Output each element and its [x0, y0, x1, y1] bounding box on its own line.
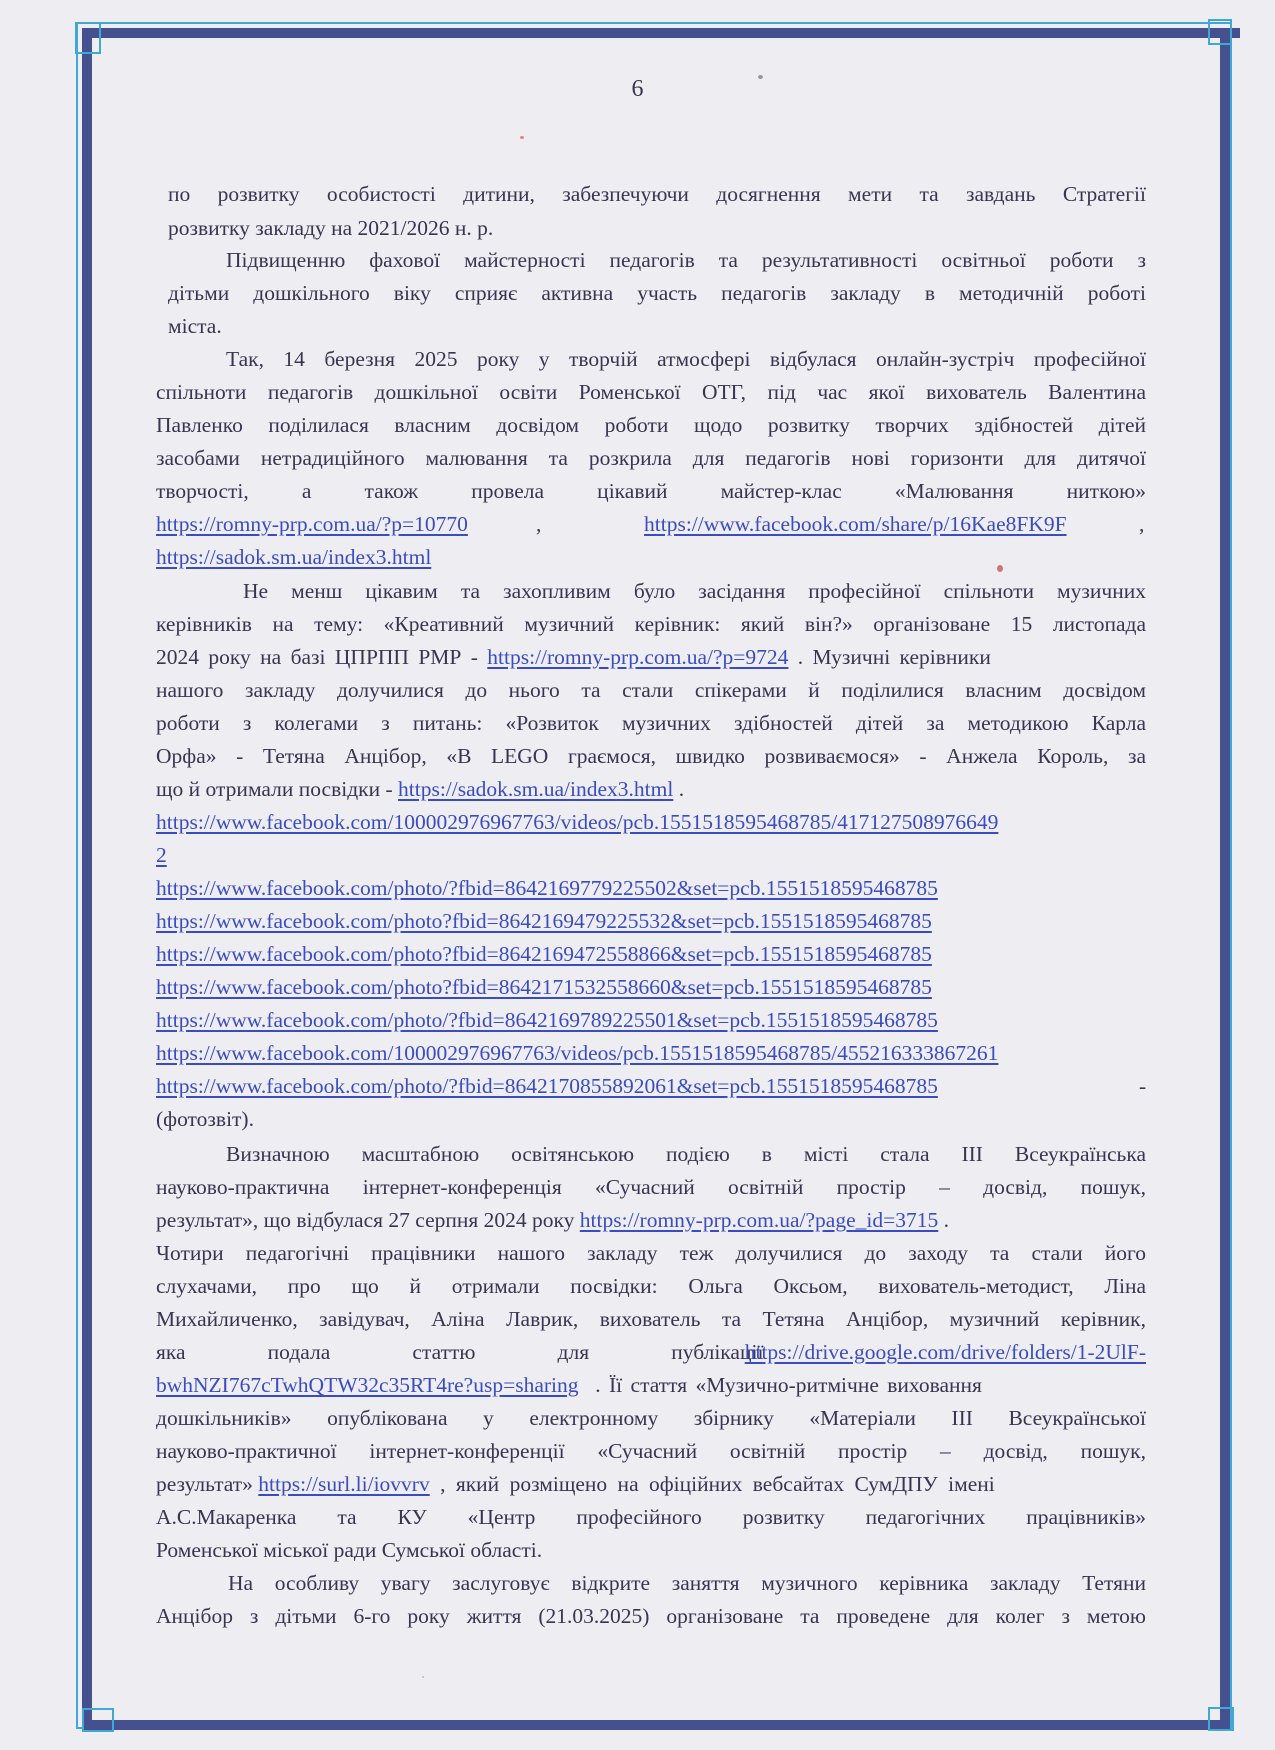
paragraph-line	[156, 1371, 1146, 1399]
frame-bar-right	[1220, 28, 1230, 1730]
link-line	[156, 940, 1148, 968]
page-number: 6	[631, 76, 644, 102]
link-facebook-photo[interactable]: https://www.facebook.com/photo?fbid=8642171532558660&set=pcb.1551518595468785	[156, 975, 932, 999]
paragraph-line: нашого закладу долучилися до нього та стали спікерами й поділилися власним досвідом	[156, 678, 1146, 702]
paragraph-line: А.С.Макаренка та КУ «Центр професійного розвитку педагогічних працівників»	[156, 1505, 1146, 1529]
paragraph-line	[156, 775, 1148, 803]
link-surl-iovvrv[interactable]: https://surl.li/iovvrv	[258, 1472, 430, 1496]
paragraph-line: по розвитку особистості дитини, забезпечуючи досягнення мети та завдань Стратегії	[168, 182, 1146, 206]
separator: ,	[1139, 512, 1145, 536]
link-romny-prp-page-3715[interactable]: https://romny-prp.com.ua/?page_id=3715	[579, 1208, 939, 1232]
paragraph-line: Підвищенню фахової майстерності педагогів та результативності освітньої роботи з	[226, 248, 1146, 272]
paragraph-link-line	[156, 543, 1148, 571]
link-sadok-index3[interactable]: https://sadok.sm.ua/index3.html	[156, 545, 432, 569]
link-facebook-photo[interactable]: https://www.facebook.com/photo/?fbid=8642170855892061&set=pcb.1551518595468785	[156, 1074, 938, 1098]
text-segment: , який розміщено на офіційних вебсайтах СумДПУ імені	[429, 1472, 995, 1496]
separator: ,	[536, 512, 542, 536]
frame-bar-left	[82, 28, 92, 1730]
dash: -	[1139, 1074, 1147, 1098]
frame-bar-top	[82, 28, 1240, 38]
paragraph-line: творчості, а також провела цікавий майстер-клас «Малювання ниткою»	[156, 479, 1146, 503]
link-facebook-photo[interactable]: https://www.facebook.com/photo?fbid=8642169472558866&set=pcb.1551518595468785	[156, 942, 932, 966]
text-segment: . Її стаття «Музично-ритмічне виховання	[578, 1373, 982, 1397]
paragraph-line: науково-практична інтернет-конференція «Сучасний освітній простір – досвід, пошук,	[156, 1175, 1146, 1199]
paragraph-line: На особливу увагу заслуговує відкрите заняття музичного керівника закладу Тетяни	[228, 1571, 1146, 1595]
paragraph-line: Так, 14 березня 2025 року у творчій атмосфері відбулася онлайн-зустріч професійної	[226, 347, 1146, 371]
paragraph-line: (фотозвіт).	[156, 1107, 254, 1131]
link-line	[156, 973, 1148, 1001]
link-facebook-video-continuation[interactable]: 2	[156, 843, 167, 867]
link-sadok-index3[interactable]: https://sadok.sm.ua/index3.html	[398, 777, 674, 801]
paragraph-line	[156, 1338, 1146, 1366]
paragraph-line	[156, 1206, 1148, 1234]
paragraph-line: спільноти педагогів дошкільної освіти Роменської ОТГ, під час якої вихователь Валентина	[156, 380, 1146, 404]
paragraph-line: Орфа» - Тетяна Анцібор, «В LEGO граємося, швидко розвиваємося» - Анжела Король, за	[156, 744, 1146, 768]
link-facebook-share[interactable]: https://www.facebook.com/share/p/16Kae8FK9F	[644, 512, 1067, 536]
link-google-drive-continuation[interactable]: bwhNZI767cTwhQTW32c35RT4re?usp=sharing	[156, 1373, 579, 1397]
text-segment: . Музичні керівники	[788, 645, 991, 669]
text-segment: .	[938, 1208, 949, 1232]
link-line	[156, 841, 1148, 869]
link-facebook-video[interactable]: https://www.facebook.com/100002976967763/videos/pcb.1551518595468785/455216333867261	[156, 1041, 999, 1065]
link-line	[156, 808, 1148, 836]
text-segment: яка подала статтю для публікації	[156, 1340, 846, 1364]
paragraph-line: засобами нетрадиційного малювання та розкрила для педагогів нові горизонти для дитячої	[156, 446, 1146, 470]
text-segment: результат»	[156, 1472, 259, 1496]
paragraph-line: Визначною масштабною освітянською подією в місті стала III Всеукраїнська	[226, 1142, 1146, 1166]
link-line	[156, 1006, 1148, 1034]
link-line	[156, 1072, 1148, 1100]
paragraph-line	[156, 643, 1146, 671]
link-romny-prp-9724[interactable]: https://romny-prp.com.ua/?p=9724	[487, 645, 789, 669]
paragraph-line: Не менш цікавим та захопливим було засідання професійної спільноти музичних	[243, 579, 1146, 603]
paragraph-line: слухачами, про що й отримали посвідки: Ольга Оксьом, вихователь-методист, Ліна	[156, 1274, 1146, 1298]
text-segment: 2024 року на базі ЦПРПП РМР -	[156, 645, 488, 669]
link-google-drive[interactable]: https://drive.google.com/drive/folders/1-2UlF-	[744, 1340, 1146, 1364]
text-segment: що й отримали посвідки -	[156, 777, 399, 801]
frame-corner-ornament	[82, 1708, 114, 1732]
link-facebook-photo[interactable]: https://www.facebook.com/photo/?fbid=8642169789225501&set=pcb.1551518595468785	[156, 1008, 938, 1032]
link-line	[156, 907, 1148, 935]
paragraph-line: роботи з колегами з питань: «Розвиток музичних здібностей дітей за методикою Карла	[156, 711, 1146, 735]
paragraph-line: дошкільників» опублікована у електронному збірнику «Матеріали III Всеукраїнської	[156, 1406, 1146, 1430]
paragraph-line: науково-практичної інтернет-конференції «Сучасний освітній простір – досвід, пошук,	[156, 1439, 1146, 1463]
paragraph-line: Чотири педагогічні працівники нашого закладу теж долучилися до заходу та стали його	[156, 1241, 1146, 1265]
frame-corner-ornament	[1208, 1707, 1234, 1731]
link-facebook-photo[interactable]: https://www.facebook.com/photo?fbid=8642169479225532&set=pcb.1551518595468785	[156, 909, 932, 933]
paragraph-line	[156, 1470, 1146, 1498]
link-facebook-photo[interactable]: https://www.facebook.com/photo/?fbid=8642169779225502&set=pcb.1551518595468785	[156, 876, 938, 900]
scan-speck	[520, 136, 524, 139]
frame-corner-ornament	[75, 22, 101, 54]
link-facebook-video[interactable]: https://www.facebook.com/100002976967763/videos/pcb.1551518595468785/417127508976649	[156, 810, 999, 834]
paragraph-line: Роменської міської ради Сумської області.	[156, 1538, 543, 1562]
text-segment: результат», що відбулася 27 серпня 2024 року	[156, 1208, 580, 1232]
link-romny-prp-10770[interactable]: https://romny-prp.com.ua/?p=10770	[156, 512, 468, 536]
link-line	[156, 1039, 1148, 1067]
text-segment: .	[673, 777, 685, 801]
paragraph-line: дітьми дошкільного віку сприяє активна участь педагогів закладу в методичній роботі	[168, 281, 1146, 305]
paragraph-line: міста.	[168, 314, 222, 338]
paragraph-line: керівників на тему: «Креативний музичний керівник: який він?» організоване 15 листопада	[156, 612, 1146, 636]
paragraph-line: Анцібор з дітьми 6-го року життя (21.03.2025) організоване та проведене для колег з метою	[156, 1604, 1146, 1628]
paragraph-line: Михайличенко, завідувач, Аліна Лаврик, вихователь та Тетяна Анцібор, музичний керівник,	[156, 1307, 1146, 1331]
paragraph-line: Павленко поділилася власним досвідом роботи щодо розвитку творчих здібностей дітей	[156, 413, 1146, 437]
frame-corner-ornament	[1208, 19, 1232, 45]
link-line	[156, 874, 1148, 902]
paragraph-line: розвитку закладу на 2021/2026 н. р.	[168, 216, 494, 240]
frame-bar-bottom	[82, 1720, 1230, 1730]
scan-speck	[422, 1676, 424, 1678]
